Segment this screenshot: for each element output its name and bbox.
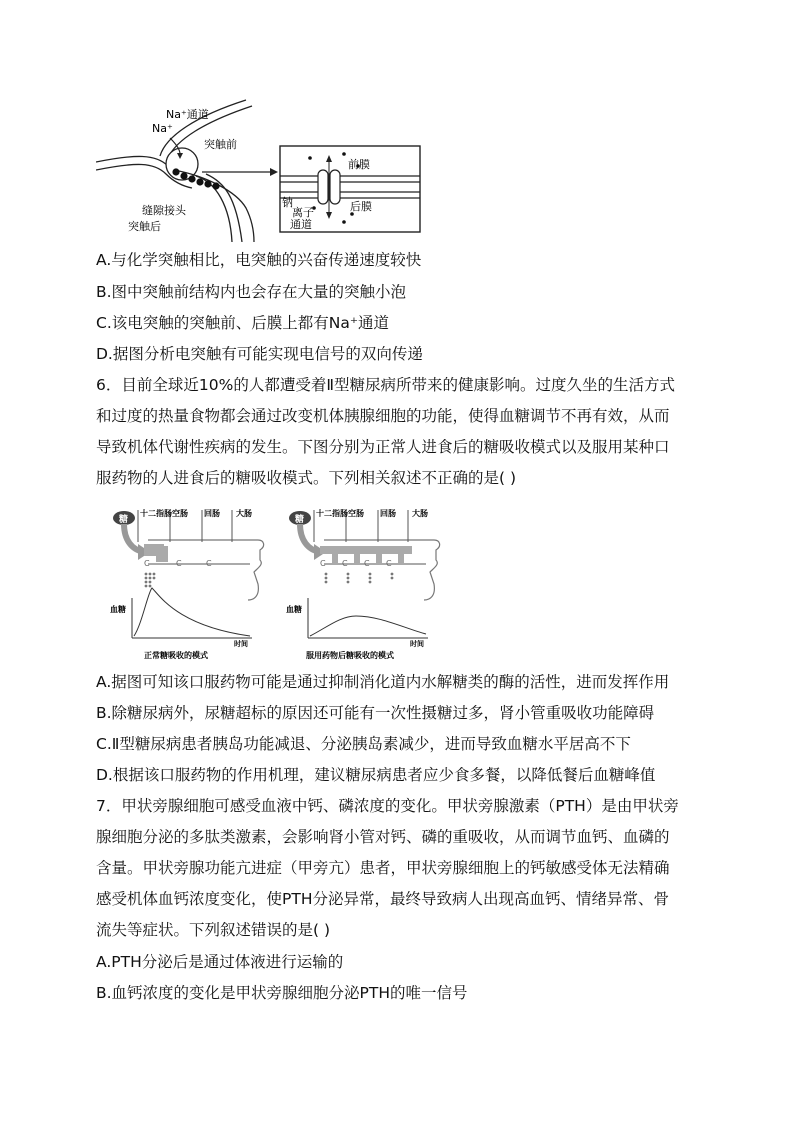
duodenum-label-left: 十二指肠 bbox=[140, 509, 172, 518]
sugar-label-left: 糖 bbox=[119, 515, 129, 525]
jejunum-label-left: 空肠 bbox=[172, 509, 188, 518]
normal-absorption-panel bbox=[110, 508, 264, 660]
q7-stem-line-2: 腺细胞分泌的多肽类激素，会影响肾小管对钙、磷的重吸收，从而调节血钙、血磷的 bbox=[96, 828, 670, 846]
presynaptic-label: 突触前 bbox=[204, 138, 237, 151]
cell-label: C bbox=[176, 559, 182, 568]
cell-label: C bbox=[206, 559, 212, 568]
channel-label-sodium: 钠 bbox=[282, 196, 293, 209]
caption-drug: 服用药物后糖吸收的模式 bbox=[306, 651, 394, 660]
channel-label-channel: 通道 bbox=[290, 218, 312, 231]
gap-junction-label: 缝隙接头 bbox=[142, 204, 186, 217]
q6-stem-line-1: 6．目前全球近10%的人都遭受着Ⅱ型糖尿病所带来的健康影响。过度久坐的生活方式 bbox=[96, 376, 675, 394]
postsynaptic-label: 突触后 bbox=[128, 220, 161, 233]
sugar-absorption-figure bbox=[108, 504, 444, 666]
q6-option-c: C.Ⅱ型糖尿病患者胰岛功能减退、分泌胰岛素减少，进而导致血糖水平居高不下 bbox=[96, 735, 631, 753]
back-membrane-label: 后膜 bbox=[350, 200, 372, 213]
q7-stem-line-1: 7．甲状旁腺细胞可感受血液中钙、磷浓度的变化。甲状旁腺激素（PTH）是由甲状旁 bbox=[96, 797, 679, 815]
na-channel-label: Na⁺通道 bbox=[166, 108, 209, 121]
q7-stem-line-5: 流失等症状。下列叙述错误的是( ) bbox=[96, 921, 331, 939]
sugar-label-right: 糖 bbox=[295, 515, 305, 525]
blood-sugar-label-left: 血糖 bbox=[110, 605, 126, 614]
q5-option-a: A.与化学突触相比，电突触的兴奋传递速度较快 bbox=[96, 251, 422, 269]
large-intestine-label-left: 大肠 bbox=[236, 509, 252, 518]
q5-option-d: D.据图分析电突触有可能实现电信号的双向传递 bbox=[96, 345, 423, 363]
q5-option-b: B.图中突触前结构内也会存在大量的突触小泡 bbox=[96, 283, 407, 301]
cell-label: C bbox=[342, 559, 348, 568]
na-ion-label: Na⁺ bbox=[152, 122, 173, 135]
cell-label: C bbox=[386, 559, 392, 568]
blood-sugar-label-right: 血糖 bbox=[286, 605, 302, 614]
duodenum-label-right: 十二指肠 bbox=[316, 509, 348, 518]
time-label-left: 时间 bbox=[234, 640, 248, 648]
cell-label: C bbox=[364, 559, 370, 568]
caption-normal: 正常糖吸收的模式 bbox=[144, 651, 208, 660]
q5-option-c: C.该电突触的突触前、后膜上都有Na⁺通道 bbox=[96, 314, 390, 332]
electrical-synapse-figure bbox=[96, 96, 436, 242]
jejunum-label-right: 空肠 bbox=[348, 509, 364, 518]
ileum-label-right: 回肠 bbox=[380, 509, 396, 518]
time-label-right: 时间 bbox=[410, 640, 424, 648]
q6-stem-line-4: 服药物的人进食后的糖吸收模式。下列相关叙述不正确的是( ) bbox=[96, 469, 517, 487]
cell-label: C bbox=[144, 559, 150, 568]
q6-stem-line-3: 导致机体代谢性疾病的发生。下图分别为正常人进食后的糖吸收模式以及服用某种口 bbox=[96, 438, 670, 456]
drug-absorption-panel bbox=[286, 508, 440, 660]
q6-option-d: D.根据该口服药物的作用机理，建议糖尿病患者应少食多餐，以降低餐后血糖峰值 bbox=[96, 766, 656, 784]
q7-option-b: B.血钙浓度的变化是甲状旁腺细胞分泌PTH的唯一信号 bbox=[96, 984, 468, 1002]
q7-stem-line-4: 感受机体血钙浓度变化，使PTH分泌异常，最终导致病人出现高血钙、情绪异常、骨 bbox=[96, 890, 669, 908]
q7-stem-line-3: 含量。甲状旁腺功能亢进症（甲旁亢）患者，甲状旁腺细胞上的钙敏感受体无法精确 bbox=[96, 859, 670, 877]
channel-label-ion: 离子 bbox=[292, 206, 314, 219]
q6-option-b: B.除糖尿病外，尿糖超标的原因还可能有一次性摄糖过多，肾小管重吸收功能障碍 bbox=[96, 704, 655, 722]
q7-option-a: A.PTH分泌后是通过体液进行运输的 bbox=[96, 953, 344, 971]
q6-option-a: A.据图可知该口服药物可能是通过抑制消化道内水解糖类的酶的活性，进而发挥作用 bbox=[96, 673, 670, 691]
front-membrane-label: 前膜 bbox=[348, 158, 370, 171]
ileum-label-left: 回肠 bbox=[204, 509, 220, 518]
cell-label: C bbox=[320, 559, 326, 568]
q6-stem-line-2: 和过度的热量食物都会通过改变机体胰腺细胞的功能，使得血糖调节不再有效，从而 bbox=[96, 407, 670, 425]
large-intestine-label-right: 大肠 bbox=[412, 509, 428, 518]
